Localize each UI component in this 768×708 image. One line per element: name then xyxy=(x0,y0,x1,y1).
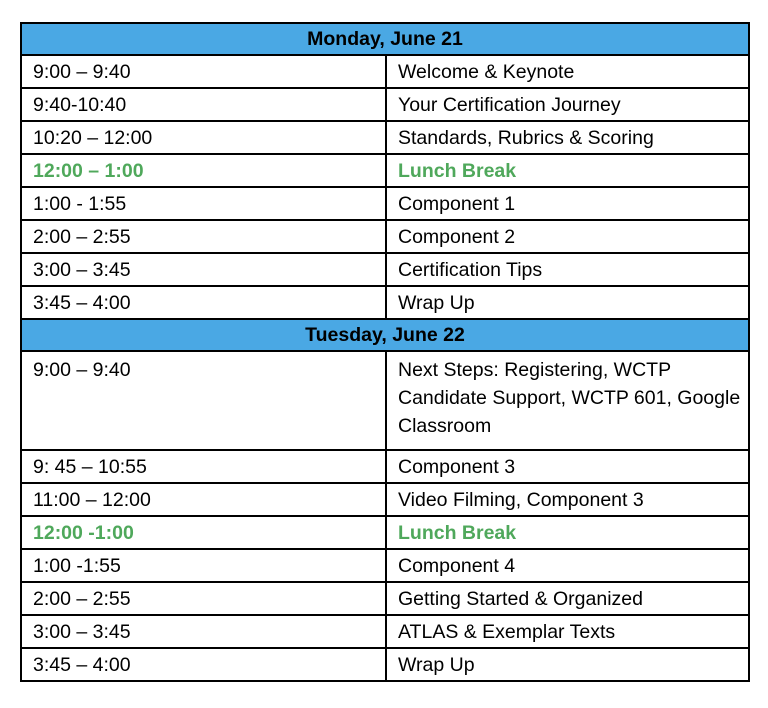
day-title: Monday, June 21 xyxy=(21,23,749,55)
session-time: 1:00 - 1:55 xyxy=(21,187,386,220)
session-time: 3:45 – 4:00 xyxy=(21,286,386,319)
session-time: 3:00 – 3:45 xyxy=(21,615,386,648)
session-row xyxy=(21,55,749,88)
session-time: 11:00 – 12:00 xyxy=(21,483,386,516)
session-row xyxy=(21,88,749,121)
session-activity: Standards, Rubrics & Scoring xyxy=(386,121,749,154)
session-time: 2:00 – 2:55 xyxy=(21,220,386,253)
session-row xyxy=(21,187,749,220)
day-header-row xyxy=(21,23,749,55)
session-row xyxy=(21,582,749,615)
session-time: 12:00 – 1:00 xyxy=(21,154,386,187)
session-time: 3:00 – 3:45 xyxy=(21,253,386,286)
session-activity: Lunch Break xyxy=(386,154,749,187)
session-activity: Your Certification Journey xyxy=(386,88,749,121)
schedule-table xyxy=(20,22,750,682)
session-activity: Component 3 xyxy=(386,450,749,483)
session-time: 3:45 – 4:00 xyxy=(21,648,386,681)
session-row xyxy=(21,615,749,648)
session-activity: ATLAS & Exemplar Texts xyxy=(386,615,749,648)
session-time: 12:00 -1:00 xyxy=(21,516,386,549)
session-activity: Welcome & Keynote xyxy=(386,55,749,88)
session-activity: Certification Tips xyxy=(386,253,749,286)
session-time: 10:20 – 12:00 xyxy=(21,121,386,154)
session-row xyxy=(21,121,749,154)
lunch-row xyxy=(21,154,749,187)
session-activity: Component 2 xyxy=(386,220,749,253)
session-time: 9:40-10:40 xyxy=(21,88,386,121)
session-time: 1:00 -1:55 xyxy=(21,549,386,582)
session-time: 9:00 – 9:40 xyxy=(21,351,386,450)
session-activity: Component 1 xyxy=(386,187,749,220)
session-activity: Wrap Up xyxy=(386,286,749,319)
session-time: 9: 45 – 10:55 xyxy=(21,450,386,483)
session-time: 9:00 – 9:40 xyxy=(21,55,386,88)
session-row xyxy=(21,253,749,286)
session-activity: Getting Started & Organized xyxy=(386,582,749,615)
session-row xyxy=(21,483,749,516)
session-row xyxy=(21,351,749,450)
session-activity: Wrap Up xyxy=(386,648,749,681)
session-activity: Lunch Break xyxy=(386,516,749,549)
session-row xyxy=(21,549,749,582)
day-header-row xyxy=(21,319,749,351)
session-activity: Component 4 xyxy=(386,549,749,582)
session-row xyxy=(21,286,749,319)
session-row xyxy=(21,450,749,483)
session-row xyxy=(21,220,749,253)
lunch-row xyxy=(21,516,749,549)
day-title: Tuesday, June 22 xyxy=(21,319,749,351)
session-activity: Video Filming, Component 3 xyxy=(386,483,749,516)
session-time: 2:00 – 2:55 xyxy=(21,582,386,615)
session-activity: Next Steps: Registering, WCTP Candidate Support, WCTP 601, Google Classroom xyxy=(386,351,749,450)
session-row xyxy=(21,648,749,681)
schedule-body xyxy=(21,23,749,681)
